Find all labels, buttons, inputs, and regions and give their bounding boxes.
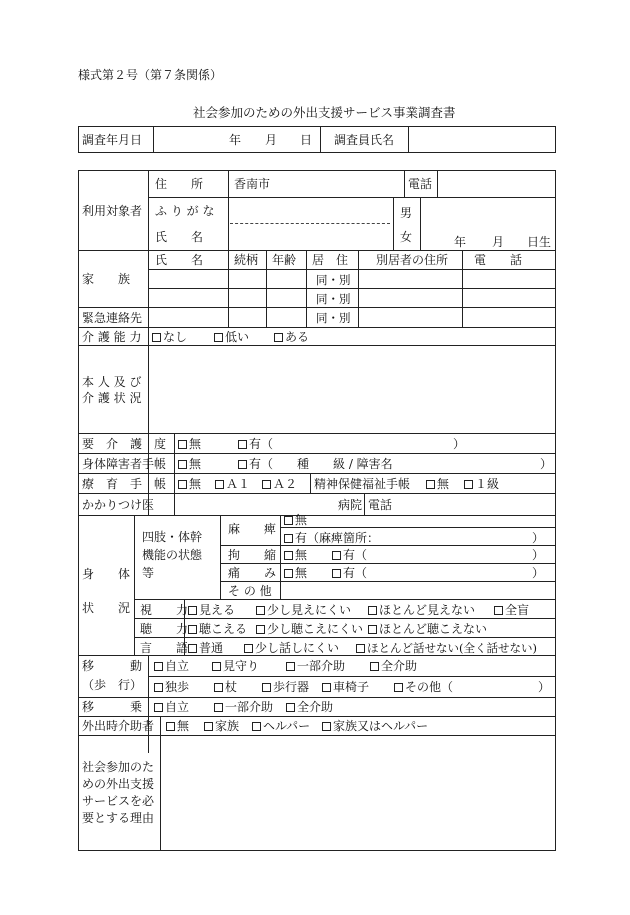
contracture-none[interactable]: 無 — [284, 548, 307, 562]
speech-opt-1[interactable]: 普通 — [188, 641, 223, 655]
checkbox[interactable] — [166, 722, 175, 731]
disability-book-none[interactable]: 無 — [178, 457, 201, 471]
vision-opt-2[interactable]: 少し見えにくい — [256, 603, 351, 617]
disability-book-close: ） — [540, 457, 553, 471]
mental-book-grade1[interactable]: １級 — [464, 477, 499, 491]
residence-row1: 同・別 — [316, 273, 351, 287]
paralysis-yes[interactable]: 有（麻痺箇所： — [284, 531, 379, 545]
checkbox[interactable] — [286, 662, 295, 671]
checkbox[interactable] — [188, 606, 197, 615]
escort-opt-2[interactable]: 家族 — [204, 719, 239, 733]
walk-opt-1[interactable]: 独歩 — [154, 680, 189, 694]
emergency-contact-label: 緊急連絡先 — [82, 311, 143, 325]
checkbox[interactable] — [238, 440, 247, 449]
limbs-label-3: 等 — [142, 566, 155, 580]
paralysis-close: ） — [532, 531, 545, 545]
checkbox[interactable] — [256, 625, 265, 634]
contracture-close: ） — [532, 548, 545, 562]
checkbox[interactable] — [284, 534, 293, 543]
care-ability-low[interactable]: 低い — [214, 330, 249, 344]
hearing-opt-2[interactable]: 少し聴こえにくい — [256, 622, 363, 636]
hearing-opt-3[interactable]: ほとんど聴こえない — [368, 622, 487, 636]
contracture-label: 拘 縮 — [228, 548, 277, 562]
mobility-opt-1[interactable]: 自立 — [154, 659, 189, 673]
escort-label: 外出時介助者 — [82, 719, 155, 733]
transfer-opt-2[interactable]: 一部介助 — [214, 700, 273, 714]
survey-day-label: 日 — [300, 133, 313, 147]
checkbox[interactable] — [188, 625, 197, 634]
walk-opt-5[interactable]: その他（ — [394, 680, 453, 694]
care-ability-none[interactable]: なし — [152, 330, 187, 344]
birth-day-label: 日生 — [527, 235, 552, 249]
disability-book-yes[interactable]: 有（ 種 級 / 障害名 — [238, 457, 393, 471]
checkbox[interactable] — [154, 662, 163, 671]
checkbox[interactable] — [178, 460, 187, 469]
other-label: そ の 他 — [228, 584, 272, 598]
checkbox[interactable] — [214, 703, 223, 712]
care-status-label-1: 本 人 及 び — [82, 375, 142, 389]
rehab-book-label: 療 育 手 帳 — [82, 477, 167, 491]
walk-opt-2[interactable]: 杖 — [214, 680, 237, 694]
address-label: 住 所 — [155, 177, 204, 191]
checkbox[interactable] — [238, 460, 247, 469]
pain-label: 痛 み — [228, 566, 277, 580]
checkbox[interactable] — [370, 662, 379, 671]
family-col-age: 年齢 — [272, 253, 297, 267]
vision-opt-4[interactable]: 全盲 — [494, 603, 529, 617]
checkbox[interactable] — [426, 480, 435, 489]
transfer-opt-1[interactable]: 自立 — [154, 700, 189, 714]
mobility-opt-3[interactable]: 一部介助 — [286, 659, 345, 673]
checkbox[interactable] — [368, 606, 377, 615]
checkbox[interactable] — [284, 551, 293, 560]
checkbox[interactable] — [322, 683, 331, 692]
family-col-phone: 電 話 — [474, 253, 523, 267]
checkbox[interactable] — [494, 606, 503, 615]
physical-label-2: 状 況 — [82, 601, 131, 615]
family-col-address: 別居者の住所 — [376, 253, 449, 267]
walk-opt-3[interactable]: 歩行器 — [262, 680, 309, 694]
checkbox[interactable] — [154, 703, 163, 712]
checkbox[interactable] — [394, 683, 403, 692]
checkbox[interactable] — [244, 644, 253, 653]
care-ability-yes[interactable]: ある — [274, 330, 309, 344]
transfer-label: 移 乗 — [82, 700, 143, 714]
mental-book-none[interactable]: 無 — [426, 477, 449, 491]
care-level-none[interactable]: 無 — [178, 437, 201, 451]
reason-label-2: めの外出支援 — [82, 777, 155, 791]
family-col-name: 氏 名 — [155, 253, 204, 267]
mobility-label-1: 移 動 — [82, 659, 143, 673]
furigana-label: ふ り が な — [155, 204, 215, 218]
checkbox[interactable] — [204, 722, 213, 731]
family-col-relation: 続柄 — [234, 253, 259, 267]
checkbox[interactable] — [215, 480, 224, 489]
vision-opt-3[interactable]: ほとんど見えない — [368, 603, 475, 617]
pain-none[interactable]: 無 — [284, 566, 307, 580]
form-number: 様式第２号（第７条関係） — [78, 68, 223, 82]
birth-month-label: 月 — [492, 235, 505, 249]
reason-label-1: 社会参加のた — [82, 760, 155, 774]
subject-phone-label: 電話 — [408, 177, 433, 191]
care-level-label: 要 介 護 度 — [82, 437, 167, 451]
paralysis-label: 麻 痺 — [228, 522, 277, 536]
sex-male: 男 — [400, 206, 413, 220]
care-ability-label: 介 護 能 力 — [82, 330, 142, 344]
disability-book-label: 身体障害者手帳 — [82, 457, 167, 471]
care-level-yes[interactable]: 有（ ） — [238, 437, 465, 451]
checkbox[interactable] — [214, 683, 223, 692]
survey-date-label: 調査年月日 — [82, 133, 143, 147]
checkbox[interactable] — [284, 569, 293, 578]
family-col-residence: 居 住 — [312, 253, 349, 267]
rehab-book-a2[interactable]: Ａ２ — [262, 477, 297, 491]
checkbox[interactable] — [262, 480, 271, 489]
doctor-label: かかりつけ医 — [82, 498, 155, 512]
hearing-label: 聴 力 — [140, 622, 189, 636]
escort-opt-1[interactable]: 無 — [166, 719, 189, 733]
reason-label-4: 要とする理由 — [82, 811, 155, 825]
subject-label: 利用対象者 — [82, 204, 143, 218]
mobility-label-2: （歩 行） — [82, 678, 143, 692]
surveyor-label: 調査員氏名 — [334, 133, 395, 147]
paralysis-none[interactable]: 無 — [284, 513, 307, 527]
checkbox[interactable] — [274, 333, 283, 342]
physical-label-1: 身 体 — [82, 567, 131, 581]
checkbox[interactable] — [256, 606, 265, 615]
doctor-hospital-label: 病院 — [338, 498, 363, 512]
checkbox[interactable] — [212, 662, 221, 671]
checkbox[interactable] — [152, 333, 161, 342]
survey-month-label: 月 — [265, 133, 278, 147]
doctor-phone-label: 電話 — [368, 498, 393, 512]
transfer-opt-3[interactable]: 全介助 — [286, 700, 333, 714]
checkbox[interactable] — [356, 644, 365, 653]
checkbox[interactable] — [464, 480, 473, 489]
escort-opt-4[interactable]: 家族又はヘルパー — [322, 719, 428, 733]
checkbox[interactable] — [368, 625, 377, 634]
vision-label: 視 力 — [140, 603, 189, 617]
walk-close: ） — [538, 680, 551, 694]
pain-close: ） — [532, 566, 545, 580]
checkbox[interactable] — [284, 516, 293, 525]
checkbox[interactable] — [214, 333, 223, 342]
escort-opt-3[interactable]: ヘルパー — [252, 719, 310, 733]
family-label: 家 族 — [82, 272, 131, 286]
checkbox[interactable] — [322, 722, 331, 731]
subject-name-label: 氏 名 — [155, 230, 204, 244]
checkbox[interactable] — [332, 551, 341, 560]
vision-opt-1[interactable]: 見える — [188, 603, 235, 617]
care-status-label-2: 介 護 状 況 — [82, 391, 142, 405]
checkbox[interactable] — [252, 722, 261, 731]
limbs-label-1: 四肢・体幹 — [142, 530, 203, 544]
checkbox[interactable] — [262, 683, 271, 692]
walk-opt-4[interactable]: 車椅子 — [322, 680, 369, 694]
speech-opt-3[interactable]: ほとんど話せない(全く話せない) — [356, 641, 537, 655]
sex-female: 女 — [400, 230, 413, 244]
mobility-opt-2[interactable]: 見守り — [212, 659, 259, 673]
checkbox[interactable] — [286, 703, 295, 712]
mental-book-label: 精神保健福祉手帳 — [314, 477, 411, 491]
checkbox[interactable] — [178, 480, 187, 489]
birth-year-label: 年 — [454, 235, 467, 249]
contracture-yes[interactable]: 有（ — [332, 548, 367, 562]
page-title: 社会参加のための外出支援サービス事業調査書 — [193, 105, 456, 120]
mobility-opt-4[interactable]: 全介助 — [370, 659, 417, 673]
rehab-book-none[interactable]: 無 — [178, 477, 201, 491]
speech-opt-2[interactable]: 少し話しにくい — [244, 641, 339, 655]
address-value: 香南市 — [234, 177, 271, 191]
checkbox[interactable] — [154, 683, 163, 692]
checkbox[interactable] — [332, 569, 341, 578]
residence-row2: 同・別 — [316, 292, 351, 306]
reason-label-3: サービスを必 — [82, 794, 155, 808]
speech-label: 言 語 — [140, 641, 189, 655]
checkbox[interactable] — [178, 440, 187, 449]
survey-table — [78, 126, 556, 153]
residence-emergency: 同・別 — [316, 311, 351, 325]
survey-year-label: 年 — [229, 133, 242, 147]
limbs-label-2: 機能の状態 — [142, 548, 203, 562]
pain-yes[interactable]: 有（ — [332, 566, 367, 580]
checkbox[interactable] — [188, 644, 197, 653]
rehab-book-a1[interactable]: Ａ１ — [215, 477, 250, 491]
hearing-opt-1[interactable]: 聴こえる — [188, 622, 247, 636]
